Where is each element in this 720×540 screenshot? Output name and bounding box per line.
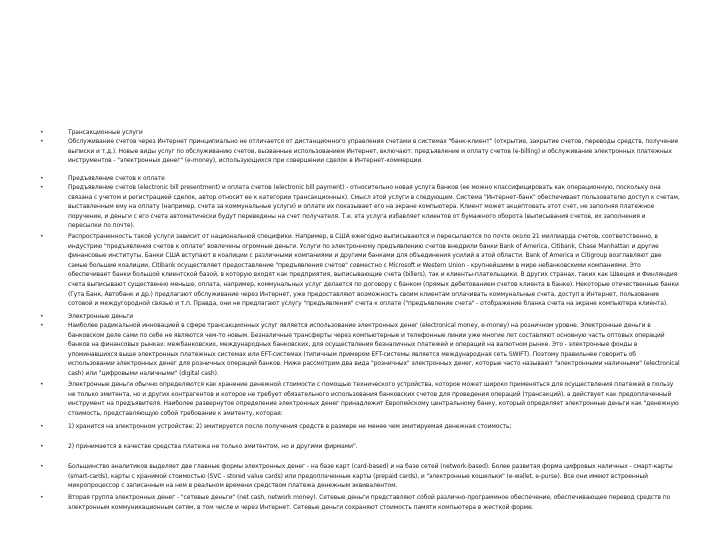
- bullet: •: [40, 443, 44, 450]
- paragraph: Электронные деньги обычно определяются как хранение денежной стоимости с помощью технического устройства, которое может широко применяться для осуществления платежей в пользу не только эмитента, но и других контрагентов и которое не требует обязательного использования банковских счетов для проведения операций (трансакций), а действует как предоплаченный инструмент на предъявителя. Наиболее развернутое определение электронных денег принадлежит Европейскому центральному банку, который определяет электронные деньги как "денежную стоимость, представляющую собой требование к эмитенту, которая:: [68, 381, 679, 417]
- list-item: [40, 183, 680, 231]
- list-item: [40, 321, 680, 379]
- list-item: [40, 493, 680, 512]
- list-item: [40, 380, 680, 418]
- bullet: •: [40, 184, 44, 191]
- bullet: •: [40, 494, 44, 501]
- bullet: •: [40, 381, 44, 388]
- list-item: [40, 137, 680, 166]
- section-heading: Электронные деньги: [68, 313, 134, 320]
- paragraph: Предъявление счетов (electronic bill presentment) и оплата счетов (electronic bill payment) - относительно новая услуга банков (ее можно классифицировать как операционную, поскольку она связана с учетом и регистрацией сделок, автор относит ее к категории трансакционных). Смысл этой услуги в следующем. Система "Интернет-банк" обеспечивает пользователю доступ к счетам, выставленным ему на оплату (например, счета за коммунальные услуги) и оплате их показывает его на экране компьютера. Клиент может акцептовать этот счет, не заполняя платежное поручение, и деньги с его счета автоматически будут переведены на счет получателя. Т.е. эта услуга избавляет клиентов от бумажного оборота (выписывания счетов, их заполнения и пересылки по почте).: [68, 184, 680, 230]
- bullet: •: [40, 175, 44, 182]
- list-item: [40, 232, 680, 309]
- bullet: •: [40, 129, 44, 136]
- list-item: [40, 462, 680, 491]
- bullet: •: [40, 423, 44, 430]
- list-item: [40, 442, 680, 452]
- section-heading: Трансакционные услуги: [68, 129, 143, 136]
- paragraph: 2) принимается в качестве средства платежа не только эмитентом, но и другими фирмами".: [68, 443, 358, 450]
- paragraph: 1) хранится на электронном устройстве; 2) эмитируется после получения средств в размере не менее чем эмитируемая денежная стоимость;: [68, 423, 512, 430]
- bullet: •: [40, 322, 44, 329]
- bullet: •: [40, 138, 44, 145]
- paragraph: Наиболее радикальной инновацией в сфере трансакционных услуг является использование электронных денег (electronical money, e-money) на розничном уровне. Электронные деньги в банковском деле сами по себе не являются чем-то новым. Безналичные трансферты через компьютерные и телефонные линии уже многие лет составляют основную часть оптовых операций банков на финансовых рынках: межбанковских, международных банковских, для осуществления безналичных платежей и операций на валютном рынке. Это - электронные фонды в упоминавшихся выше электронных платежных системах или EFT-системах (типичным примером EFT-системы является международная сеть SWIFT). Поэтому правильнее говорить об использовании электронных денег для розничных операций банков. Ниже рассмотрим два вида "розничных" электронных денег, которые часто называют "электронными наличными" (electronical cash) или "цифровыми наличными" (digital cash).: [68, 322, 680, 377]
- bullet: •: [40, 313, 44, 320]
- bullet: •: [40, 463, 44, 470]
- list-item: [40, 422, 680, 432]
- paragraph: Распространенность такой услуги зависит от национальной специфики. Например, в США ежегодно выписываются и пересылаются по почте около 21 миллиарда счетов, соответственно, в индустрию "предъявления счетов к оплате" вовлечены огромные деньги. Услуги по электронному предъявлению счетов внедрили банки Bank of America, Citibank, Chase Manhattan и другие финансовые институты. Банки США вступают в коалиции с различными компаниями и другими банками для объединения усилий в этой области. Bank of America и Citigroup возглавляют две самые большие коалиции, Citibank осуществляет предоставление "предъявления счетов" совместно с Microsoft и Western Union - крупнейшими в мире небанковскими компаниями. Это обеспечивает банки большой клиентской базой, в которую входят как предприятия, выписывающие счета (billers), так и клиенты-плательщики. В других странах, таких как Швеция и Финляндия счета выписывают существенно меньше, оплата, например, коммунальных услуг делается по договору с банком (прямых дебетованием счетов клиента в банке). Некоторые отечественные банки (Гута Банк, Автобанк и др.) предлагают обслуживание через Интернет, уже предоставляют возможность своим клиентам оплачивать коммунальные счета, доступ в Интернет, пользование сотовой и междугородной связью и т.п. Правда, они не предлагают услугу "предъявления" счета к оплате ("предъявление счета" - отображение бланка счета на экране компьютера клиента).: [68, 233, 679, 308]
- paragraph: Большинство аналитиков выделяет две главные формы электронных денег - на базе карт (card-based) и на базе сетей (network-based). Более развитая форма цифровых наличных - смарт-карты (smart-cards), карты с хранимой стоимостью (SVC - stored value cards) или предоплаченные карты (prepaid cards), и "электронные кошельки" (e-wallet, e-purse). Все они имеют встроенный микропроцессор с записанным на нем в реальном времени средством платежа денежным эквивалентом.: [68, 463, 673, 490]
- paragraph: Вторая группа электронных денег - "сетевые деньги" (net cash, network money). Сетевые деньги представляют собой различно-программное обеспечение, обеспечивающее перевод средств по электронным коммуникационным сетям, в том числе и через Интернет. Сетевые деньги сохраняют стоимость памяти компьютера в жесткой форме.: [68, 494, 671, 511]
- paragraph: Обслуживание счетов через Интернет принципиально не отличается от дистанционного управления счетами в системах "банк-клиент" (открытие, закрытие счетов, переводы средств, получение выписки и т.д.). Новые виды услуг по обслуживанию счетов, вызванные использованием Интернет, включают: предъявление и оплату счетов (e-billing) и обслуживание электронных платежных инструментов - "электронных денег" (e-money), использующихся при совершении сделок в Интернет-коммерции.: [68, 138, 679, 165]
- section-heading: Предъявление счетов к оплате: [68, 175, 165, 182]
- bullet: •: [40, 233, 44, 240]
